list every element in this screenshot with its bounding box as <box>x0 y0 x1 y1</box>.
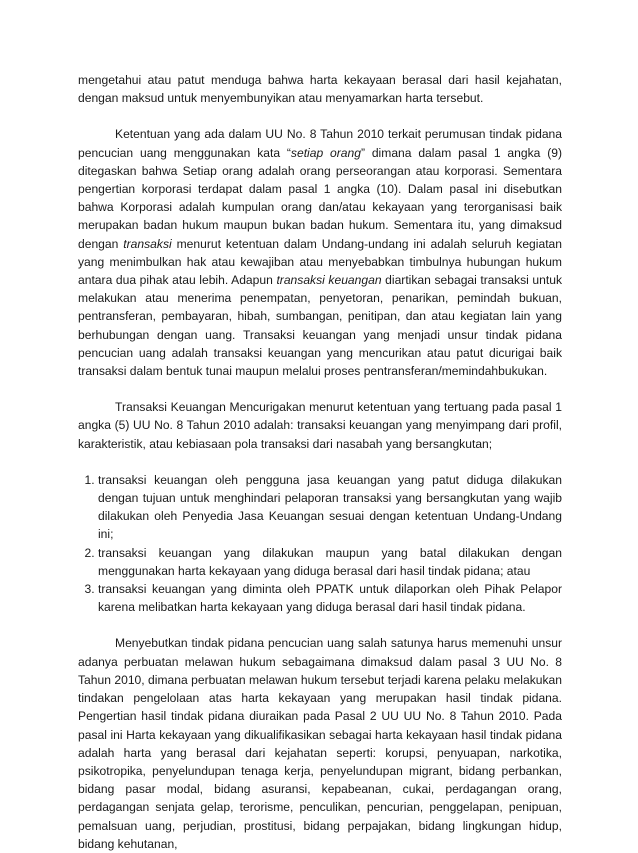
ketentuan-italic-transaksi: transaksi <box>123 236 172 251</box>
list-item: 2. transaksi keuangan yang dilakukan maupun yang batal dilakukan dengan menggunakan harta kekayaan yang diduga berasal dari hasil tindak pidana; atau <box>98 544 562 580</box>
document-page <box>78 71 562 853</box>
criteria-list <box>78 471 562 617</box>
ketentuan-text-4: diartikan sebagai transaksi untuk melakukan atau menerima penempatan, penyetoran, penarikan, pemindah bukuan, pentransferan, pembayaran, hibah, sumbangan, penitipan, dan atau kegiatan lain yang berhubungan dengan uang. Transaksi keuangan yang menjadi unsur tindak pidana pencucian uang adalah transaksi keuangan yang mencurikan atau patut dicurigai baik transaksi dalam bentuk tunai maupun melalui proses pentransferan/memindahbukukan. <box>78 273 562 379</box>
ketentuan-text-2: ” dimana dalam pasal 1 angka (9) ditegaskan bahwa Setiap orang adalah orang perseorangan atau korporasi. Sementara pengertian korporasi terdapat dalam pasal 1 angka (10). Dalam pasal ini disebutkan bahwa Korporasi adalah kumpulan orang dan/atau kekayaan yang terorganisasi baik merupakan badan hukum maupun bukan badan hukum. Sementara itu, yang dimaksud dengan <box>78 145 562 251</box>
list-item: 3. transaksi keuangan yang diminta oleh PPATK untuk dilaporkan oleh Pihak Pelapor karena melibatkan harta kekayaan yang diduga berasal dari hasil tindak pidana. <box>98 580 562 616</box>
ketentuan-italic-setiap-orang: setiap orang <box>290 145 361 160</box>
unsur-paragraph: Menyebutkan tindak pidana pencucian uang salah satunya harus memenuhi unsur adanya perbuatan melawan hukum sebagaimana dimaksud dalam pasal 3 UU No. 8 Tahun 2010, dimana perbuatan melawan hukum tersebut terjadi karena pelaku melakukan tindakan pengelolaan atas harta kekayaan yang merupakan hasil tindak pidana. Pengertian hasil tindak pidana diuraikan pada Pasal 2 UU UU No. 8 Tahun 2010. Pada pasal ini Harta kekayaan yang dikualifikasikan sebagai harta kekayaan hasil tindak pidana adalah harta yang berasal dari kejahatan seperti: korupsi, penyuapan, narkotika, psikotropika, penyelundupan tenaga kerja, penyelundupan migrant, bidang perbankan, bidang pasar modal, bidang asuransi, kepabeanan, cukai, perdagangan orang, perdagangan senjata gelap, terorisme, penculikan, pencurian, penggelapan, penipuan, pemalsuan uang, perjudian, prostitusi, bidang perpajakan, bidang lingkungan hidup, bidang kehutanan, <box>78 636 562 851</box>
ketentuan-paragraph <box>78 125 562 380</box>
mencurigakan-paragraph: Transaksi Keuangan Mencurigakan menurut ketentuan yang tertuang pada pasal 1 angka (5) UU No. 8 Tahun 2010 adalah: transaksi keuangan yang menyimpang dari profil, karakteristik, atau kebiasaan pola transaksi dari nasabah yang bersangkutan; <box>78 400 562 451</box>
ketentuan-text-1: Ketentuan yang ada dalam UU No. 8 Tahun 2010 terkait perumusan tindak pidana pencucian uang menggunakan kata “ <box>78 127 562 160</box>
ketentuan-italic-transaksi-keuangan: transaksi keuangan <box>276 273 382 288</box>
intro-paragraph: mengetahui atau patut menduga bahwa harta kekayaan berasal dari hasil kejahatan, dengan maksud untuk menyembunyikan atau menyamarkan harta tersebut. <box>78 73 562 106</box>
ketentuan-text-3: menurut ketentuan dalam Undang-undang ini adalah seluruh kegiatan yang menimbulkan hak atau kewajiban atau menyebabkan timbulnya hubungan hukum antara dua pihak atau lebih. Adapun <box>78 236 563 288</box>
list-item: 1. transaksi keuangan oleh pengguna jasa keuangan yang patut diduga dilakukan dengan tujuan untuk menghindari pelaporan transaksi yang bersangkutan yang wajib dilakukan oleh Penyedia Jasa Keuangan sesuai dengan ketentuan Undang-Undang ini; <box>98 471 562 544</box>
